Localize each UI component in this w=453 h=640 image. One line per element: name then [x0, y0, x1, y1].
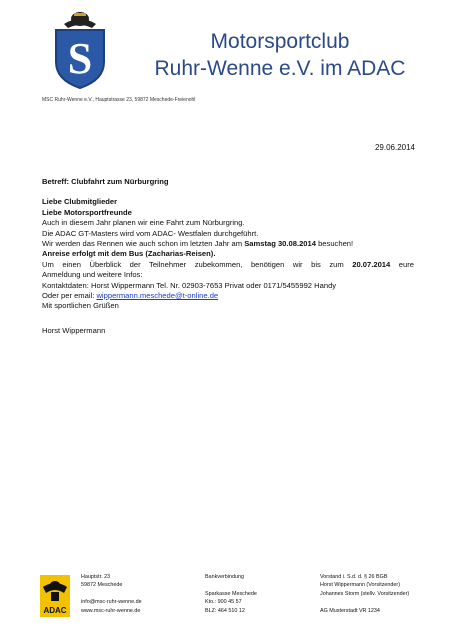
registration-deadline: 20.07.2014	[352, 259, 391, 269]
body-line: Auch in diesem Jahr planen wir eine Fahrt zum Nürburgring.	[42, 218, 245, 228]
svg-text:ADAC: ADAC	[43, 606, 67, 615]
letter-date: 29.06.2014	[374, 143, 415, 152]
subject-line: Betreff: Clubfahrt zum Nürburgring	[42, 177, 169, 186]
salutation-friends: Liebe Motorsportfreunde	[42, 207, 132, 217]
footer-board: Vorstand i. S.d. d. § 26 BGB Horst Wippermann (Vorsitzender) Johannes Storm (stellv. Vorsitzender) AG Musterstadt VR 1234	[320, 574, 410, 614]
footer-website[interactable]: www.msc-ruhr-wenne.de	[81, 607, 141, 614]
letter-body	[42, 177, 414, 336]
footer-bank: Bankverbindung Sparkasse Meschede Kto.: 900 45 57 BLZ: 464 510 12	[205, 574, 257, 614]
race-date: Samstag 30.08.2014	[244, 239, 316, 249]
footer-address: Hauptstr. 23 59872 Meschede info@msc-ruhr-wenne.de www.msc-ruhr-wenne.de	[81, 574, 142, 614]
email-link[interactable]: wippermann.meschede@t-online.de	[96, 291, 219, 301]
body-line: Anmeldung und weitere Infos:	[42, 270, 143, 280]
body-line-deadline: Um einen Überblick der Teilnehmer zubekommen, benötigen wir bis zum 20.07.2014 eure	[42, 259, 414, 269]
email-line: Oder per email: wippermann.meschede@t-online.de	[42, 291, 219, 301]
logo-letter: S	[67, 34, 93, 83]
salutation-members: Liebe Clubmitglieder	[42, 197, 118, 207]
body-line: Die ADAC GT-Masters wird vom ADAC- Westfalen durchgeführt.	[42, 228, 259, 238]
adac-logo	[40, 575, 70, 617]
footer-email[interactable]: info@msc-ruhr-wenne.de	[81, 599, 142, 606]
club-name-line2: Ruhr-Wenne e.V. im ADAC	[154, 57, 406, 80]
body-line-race-date: Wir werden das Rennen wie auch schon im letzten Jahr am Samstag 30.08.2014 besuchen!	[42, 239, 354, 249]
signature-name: Horst Wippermann	[42, 325, 106, 335]
eagle-crest-icon	[64, 12, 96, 28]
closing: Mit sportlichen Grüßen	[42, 301, 119, 311]
travel-info: Anreise erfolgt mit dem Bus (Zacharias-Reisen).	[42, 249, 216, 259]
club-name-line1: Motorsportclub	[210, 30, 350, 53]
club-shield-logo	[52, 10, 108, 90]
sender-address-line: MSC Ruhr-Wenne e.V., Hauptstrasse 23, 59872 Meschede-Freienohl	[42, 97, 196, 103]
club-name	[120, 28, 440, 82]
contact-details: Kontaktdaten: Horst Wippermann Tel. Nr. 02903-7653 Privat oder 0171/5455992 Handy	[42, 280, 337, 290]
